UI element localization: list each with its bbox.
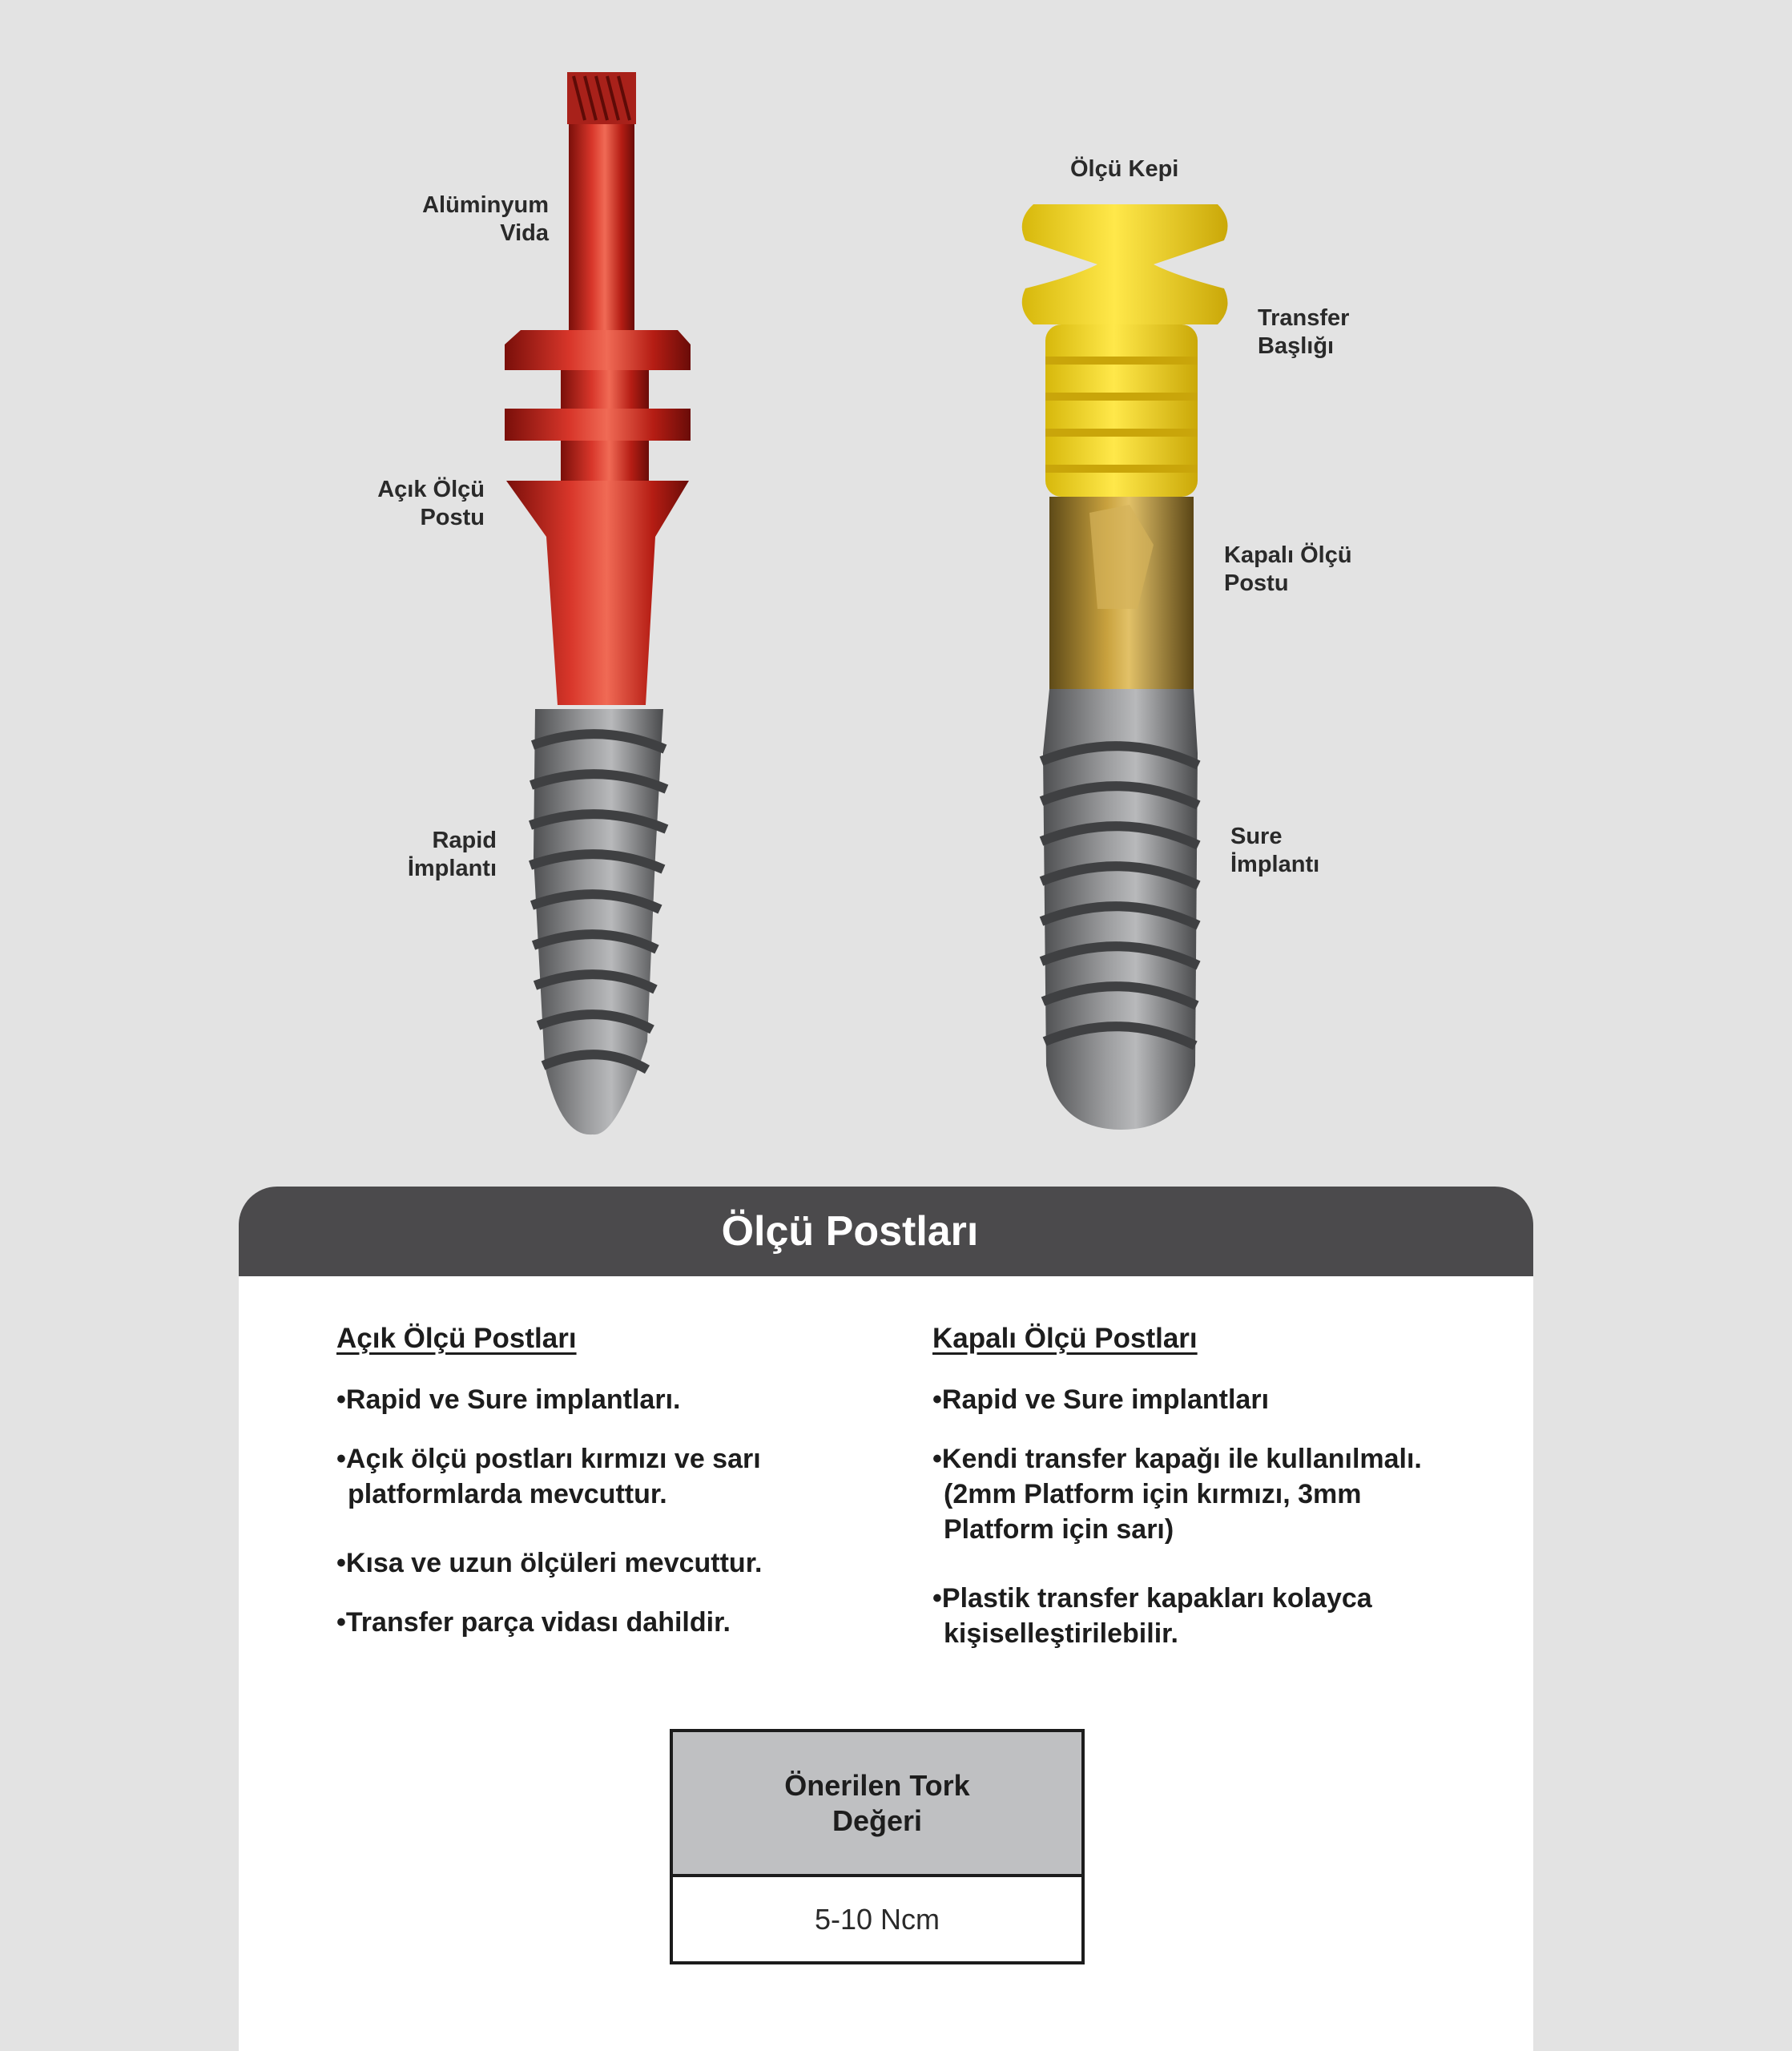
hex-nut-upper bbox=[505, 330, 691, 410]
rapid-implant-body bbox=[530, 709, 666, 1134]
screw-shaft bbox=[567, 72, 636, 340]
list-item: • Transfer parça vidası dahildir. bbox=[336, 1605, 897, 1640]
label-rapid-implant: Rapid İmplantı bbox=[407, 828, 497, 881]
label-aluminum-screw: Alüminyum Vida bbox=[422, 192, 549, 246]
list-item: • Kendi transfer kapağı ile kullanılmalı. (2mm Platform için kırmızı, 3mm Platform için sarı) bbox=[932, 1441, 1493, 1547]
open-tray-heading: Açık Ölçü Postları bbox=[336, 1323, 577, 1354]
closed-tray-column bbox=[932, 1323, 1493, 1675]
closed-tray-post bbox=[1049, 497, 1194, 689]
torque-header: Önerilen Tork Değeri bbox=[673, 1732, 1081, 1877]
list-item: • Rapid ve Sure implantları. bbox=[336, 1382, 897, 1417]
red-post-body bbox=[506, 481, 689, 705]
label-impression-cap: Ölçü Kepi bbox=[1070, 156, 1179, 182]
torque-value: 5-10 Ncm bbox=[814, 1902, 940, 1936]
list-item: • Plastik transfer kapakları kolayca kişiselleştirilebilir. bbox=[932, 1581, 1493, 1651]
torque-table bbox=[670, 1729, 1085, 1964]
open-tray-column bbox=[336, 1323, 897, 1664]
sure-implant-body bbox=[1041, 689, 1198, 1130]
label-transfer-head: Transfer Başlığı bbox=[1258, 305, 1350, 359]
closed-tray-heading: Kapalı Ölçü Postları bbox=[932, 1323, 1198, 1354]
list-item: • Rapid ve Sure implantları bbox=[932, 1382, 1493, 1417]
impression-cap bbox=[1022, 204, 1228, 324]
label-open-tray-post: Açık Ölçü Postu bbox=[377, 477, 485, 530]
impression-posts-panel bbox=[239, 1187, 1533, 2051]
hex-nut-lower bbox=[505, 409, 691, 481]
list-item: • Kısa ve uzun ölçüleri mevcuttur. bbox=[336, 1545, 897, 1581]
transfer-head bbox=[1045, 324, 1198, 497]
label-sure-implant: Sure İmplantı bbox=[1230, 824, 1320, 877]
list-item: • Açık ölçü postları kırmızı ve sarı platformlarda mevcuttur. bbox=[336, 1441, 897, 1512]
panel-title: Ölçü Postları bbox=[239, 1187, 1533, 1276]
label-closed-tray-post: Kapalı Ölçü Postu bbox=[1224, 542, 1352, 596]
